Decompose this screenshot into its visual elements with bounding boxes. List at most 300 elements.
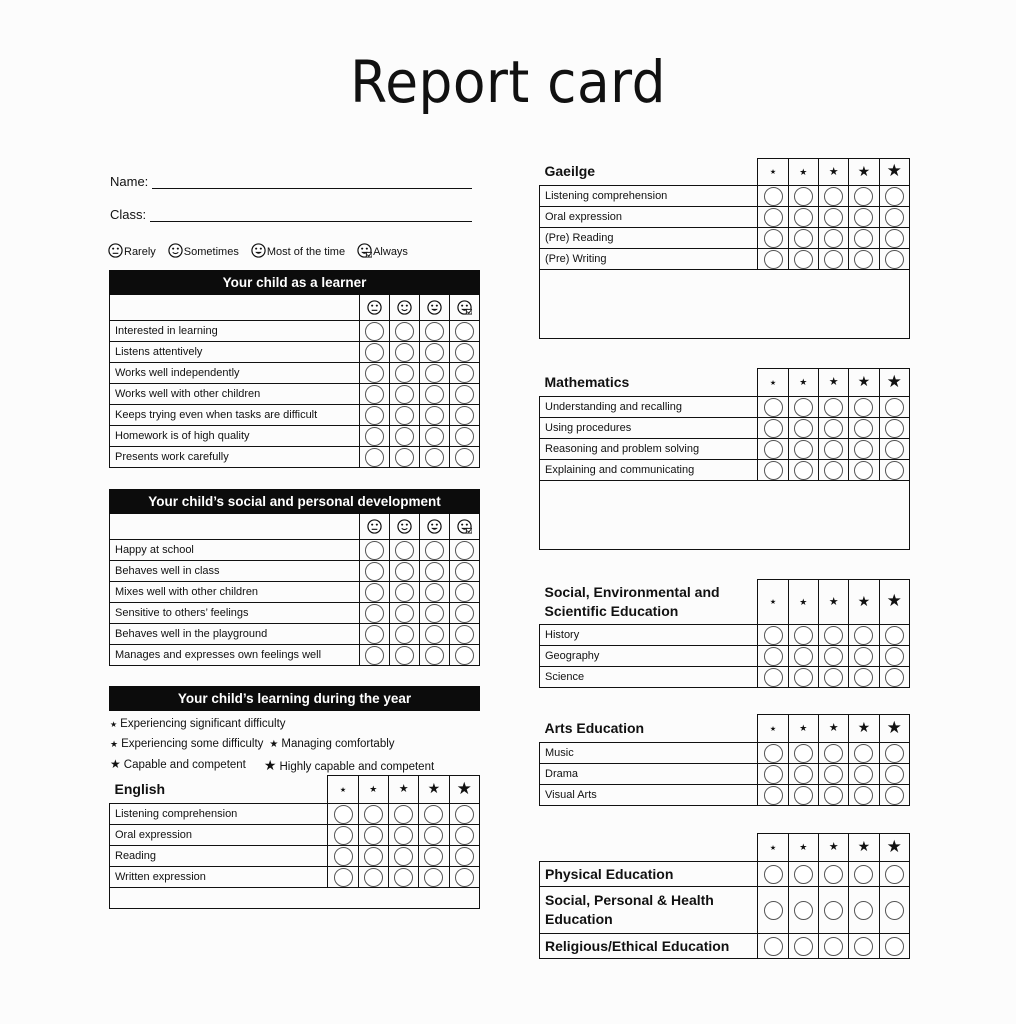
rating-circle[interactable]: [885, 626, 904, 645]
always-face-icon: [457, 519, 472, 534]
rating-circle[interactable]: [885, 208, 904, 227]
rating-circle[interactable]: [425, 562, 444, 581]
legend-label: Always: [373, 246, 408, 258]
star-2-icon: ★: [788, 834, 818, 862]
rating-circle[interactable]: [824, 208, 843, 227]
rating-circle[interactable]: [764, 865, 783, 884]
star-1-icon: ★: [758, 715, 788, 743]
rating-circle[interactable]: [764, 765, 783, 784]
rating-circle[interactable]: [365, 427, 384, 446]
always-face-icon: [457, 300, 472, 315]
rating-circle[interactable]: [824, 398, 843, 417]
table-row: [110, 624, 480, 645]
rating-circle[interactable]: [885, 744, 904, 763]
rating-circle[interactable]: [885, 901, 904, 920]
rating-circle[interactable]: [824, 187, 843, 206]
name-line[interactable]: [152, 188, 472, 189]
rating-circle[interactable]: [824, 744, 843, 763]
table-row: [540, 887, 910, 934]
class-field[interactable]: [110, 207, 472, 222]
row-label: Physical Education: [540, 862, 758, 887]
rating-circle[interactable]: [885, 937, 904, 956]
star-1-icon: ★: [758, 834, 788, 862]
rating-circle[interactable]: [794, 765, 813, 784]
table-row: [110, 342, 480, 363]
legend-label: Rarely: [124, 246, 156, 258]
rating-circle[interactable]: [885, 229, 904, 248]
rating-circle[interactable]: [794, 187, 813, 206]
rating-circle[interactable]: [395, 646, 414, 665]
star-1-icon: ★: [758, 369, 788, 397]
rating-circle[interactable]: [764, 626, 783, 645]
rating-circle[interactable]: [794, 208, 813, 227]
table-row: [540, 418, 910, 439]
star-2-icon: ★: [788, 369, 818, 397]
rating-circle[interactable]: [365, 541, 384, 560]
rating-circle[interactable]: [365, 646, 384, 665]
most-of-the-time-face-icon: [427, 519, 442, 534]
rating-circle[interactable]: [455, 646, 474, 665]
rating-circle[interactable]: [395, 448, 414, 467]
rating-circle[interactable]: [824, 419, 843, 438]
rating-circle[interactable]: [455, 385, 474, 404]
row-label: Interested in learning: [110, 321, 360, 342]
rating-circle[interactable]: [365, 562, 384, 581]
other-subjects-table: [539, 833, 910, 959]
rating-circle[interactable]: [395, 406, 414, 425]
rating-circle[interactable]: [794, 626, 813, 645]
rating-circle[interactable]: [455, 625, 474, 644]
rating-circle[interactable]: [395, 385, 414, 404]
rating-circle[interactable]: [425, 364, 444, 383]
rating-circle[interactable]: [824, 865, 843, 884]
key-label: Capable and competent: [123, 759, 246, 771]
header-sometimes: [390, 295, 420, 321]
rating-circle[interactable]: [794, 461, 813, 480]
rating-circle[interactable]: [455, 406, 474, 425]
rating-circle[interactable]: [334, 847, 353, 866]
rating-circle[interactable]: [885, 440, 904, 459]
rating-circle[interactable]: [394, 847, 413, 866]
rating-circle[interactable]: [365, 343, 384, 362]
row-label: (Pre) Reading: [540, 228, 758, 249]
rating-circle[interactable]: [824, 229, 843, 248]
row-label: Science: [540, 667, 758, 688]
star-2-icon: ★: [110, 739, 119, 749]
rating-circle[interactable]: [425, 583, 444, 602]
rating-circle[interactable]: [764, 668, 783, 687]
row-label: Listens attentively: [110, 342, 360, 363]
rating-circle[interactable]: [794, 647, 813, 666]
rating-circle[interactable]: [824, 440, 843, 459]
key-label: Experiencing significant difficulty: [120, 718, 286, 730]
rating-circle[interactable]: [794, 901, 813, 920]
legend: [108, 243, 408, 258]
rating-circle[interactable]: [854, 440, 873, 459]
rating-circle[interactable]: [854, 647, 873, 666]
header-always: [450, 514, 480, 540]
rating-circle[interactable]: [764, 461, 783, 480]
rating-circle[interactable]: [824, 765, 843, 784]
rating-circle[interactable]: [854, 765, 873, 784]
rating-circle[interactable]: [885, 865, 904, 884]
rating-circle[interactable]: [364, 847, 383, 866]
key-label: Experiencing some difficulty: [121, 738, 264, 750]
row-label: Behaves well in class: [110, 561, 360, 582]
table-row: [110, 447, 480, 468]
class-label: Class:: [110, 207, 147, 222]
rating-circle[interactable]: [885, 250, 904, 269]
key-label: Managing comfortably: [281, 738, 395, 750]
row-label: Music: [540, 743, 758, 764]
rating-circle[interactable]: [365, 583, 384, 602]
star-5-icon: ★: [879, 715, 909, 743]
table-row: [540, 764, 910, 785]
table-row: [540, 186, 910, 207]
rating-circle[interactable]: [424, 805, 443, 824]
rating-circle[interactable]: [455, 826, 474, 845]
rating-circle[interactable]: [885, 647, 904, 666]
legend-label: Most of the time: [266, 246, 346, 258]
rating-circle[interactable]: [824, 937, 843, 956]
star-5-icon: ★: [879, 834, 909, 862]
rating-circle[interactable]: [394, 805, 413, 824]
table-row: [540, 785, 910, 806]
rarely-face-icon: [108, 243, 123, 258]
row-label: Behaves well in the playground: [110, 624, 360, 645]
rarely-face-icon: [367, 519, 382, 534]
subject-title-line: Social, Environmental and: [544, 583, 720, 600]
rating-circle[interactable]: [425, 385, 444, 404]
rating-circle[interactable]: [854, 250, 873, 269]
row-label: Works well with other children: [110, 384, 360, 405]
class-line[interactable]: [150, 221, 472, 222]
table-row: [540, 743, 910, 764]
row-label: Manages and expresses own feelings well: [110, 645, 360, 666]
star-4-icon: ★: [419, 776, 449, 804]
star-4-icon: ★: [849, 834, 879, 862]
rating-circle[interactable]: [854, 229, 873, 248]
subject-title: Mathematics: [540, 369, 758, 397]
rating-circle[interactable]: [365, 604, 384, 623]
rating-circle[interactable]: [425, 646, 444, 665]
row-label: Reading: [110, 846, 328, 867]
row-label: Happy at school: [110, 540, 360, 561]
rating-circle[interactable]: [764, 647, 783, 666]
row-label: (Pre) Writing: [540, 249, 758, 270]
rating-circle[interactable]: [824, 901, 843, 920]
rating-circle[interactable]: [455, 343, 474, 362]
learning-year-header: Your child’s learning during the year: [110, 687, 480, 711]
star-4-icon: ★: [849, 159, 879, 186]
table-row: [110, 540, 480, 561]
rating-circle[interactable]: [794, 937, 813, 956]
rating-circle[interactable]: [854, 626, 873, 645]
most-of-the-time-face-icon: [251, 243, 266, 258]
rating-circle[interactable]: [364, 826, 383, 845]
star-3-icon: ★: [269, 739, 279, 750]
table-row: [540, 207, 910, 228]
rating-circle[interactable]: [395, 427, 414, 446]
star-1-icon: ★: [110, 720, 118, 729]
key-label: Highly capable and competent: [279, 761, 435, 773]
rating-circle[interactable]: [455, 604, 474, 623]
table-row: [540, 646, 910, 667]
key-item: [110, 757, 246, 774]
rating-circle[interactable]: [395, 583, 414, 602]
table-row: [110, 363, 480, 384]
rating-circle[interactable]: [824, 626, 843, 645]
name-field[interactable]: [110, 174, 472, 189]
rating-circle[interactable]: [794, 250, 813, 269]
row-label: Sensitive to others’ feelings: [110, 603, 360, 624]
learner-table: [109, 270, 480, 468]
rating-circle[interactable]: [365, 448, 384, 467]
rating-circle[interactable]: [854, 865, 873, 884]
rating-circle[interactable]: [854, 419, 873, 438]
learner-header: Your child as a learner: [110, 271, 480, 295]
star-4-icon: ★: [849, 580, 879, 625]
rating-circle[interactable]: [764, 187, 783, 206]
rating-circle[interactable]: [794, 440, 813, 459]
rating-circle[interactable]: [885, 398, 904, 417]
legend-rarely: [108, 243, 156, 258]
rating-circle[interactable]: [455, 847, 474, 866]
star-2-icon: ★: [788, 715, 818, 743]
star-3-icon: ★: [818, 715, 848, 743]
rating-circle[interactable]: [425, 406, 444, 425]
star-5-icon: ★: [879, 369, 909, 397]
legend-most: [251, 243, 345, 258]
rarely-face-icon: [367, 300, 382, 315]
row-label: Drama: [540, 764, 758, 785]
star-3-icon: ★: [818, 580, 848, 625]
rating-circle[interactable]: [854, 744, 873, 763]
rating-circle[interactable]: [854, 208, 873, 227]
arts-table: [539, 714, 910, 806]
learning-year-header-table: [109, 686, 480, 711]
table-row: [540, 667, 910, 688]
rating-circle[interactable]: [394, 868, 413, 887]
rating-circle[interactable]: [764, 208, 783, 227]
comment-box[interactable]: [540, 481, 910, 550]
legend-always: [357, 243, 408, 258]
rating-circle[interactable]: [824, 461, 843, 480]
star-2-icon: ★: [788, 580, 818, 625]
rating-circle[interactable]: [424, 847, 443, 866]
row-label: Understanding and recalling: [540, 397, 758, 418]
sometimes-face-icon: [397, 300, 412, 315]
comment-box[interactable]: [110, 888, 480, 909]
rating-circle[interactable]: [395, 541, 414, 560]
legend-sometimes: [168, 243, 239, 258]
rating-circle[interactable]: [424, 868, 443, 887]
header-most: [420, 514, 450, 540]
row-label: Presents work carefully: [110, 447, 360, 468]
row-label: Keeps trying even when tasks are difficult: [110, 405, 360, 426]
rating-circle[interactable]: [854, 461, 873, 480]
subject-title: English: [110, 776, 328, 804]
rating-circle[interactable]: [885, 187, 904, 206]
rating-circle[interactable]: [794, 398, 813, 417]
rating-circle[interactable]: [395, 604, 414, 623]
rating-circle[interactable]: [455, 562, 474, 581]
rating-circle[interactable]: [425, 604, 444, 623]
rating-circle[interactable]: [794, 865, 813, 884]
star-4-icon: ★: [849, 715, 879, 743]
rating-circle[interactable]: [854, 187, 873, 206]
rating-circle[interactable]: [885, 461, 904, 480]
star-4-icon: ★: [849, 369, 879, 397]
rating-circle[interactable]: [424, 826, 443, 845]
social-table: [109, 489, 480, 666]
table-row: [540, 439, 910, 460]
star-3-icon: ★: [818, 834, 848, 862]
header-rarely: [360, 514, 390, 540]
table-row: [540, 862, 910, 887]
table-row: [110, 561, 480, 582]
rating-circle[interactable]: [455, 322, 474, 341]
rating-circle[interactable]: [364, 805, 383, 824]
rating-circle[interactable]: [334, 826, 353, 845]
rating-circle[interactable]: [334, 868, 353, 887]
rating-circle[interactable]: [764, 744, 783, 763]
rating-circle[interactable]: [455, 448, 474, 467]
key-row-1: [110, 718, 286, 730]
rating-circle[interactable]: [425, 427, 444, 446]
row-label: Explaining and communicating: [540, 460, 758, 481]
rating-circle[interactable]: [364, 868, 383, 887]
rating-circle[interactable]: [455, 541, 474, 560]
table-row: [540, 625, 910, 646]
rating-circle[interactable]: [365, 625, 384, 644]
rating-circle[interactable]: [794, 419, 813, 438]
star-2-icon: ★: [788, 159, 818, 186]
rating-circle[interactable]: [885, 786, 904, 805]
star-5-icon: ★: [263, 757, 277, 773]
rating-circle[interactable]: [395, 562, 414, 581]
rating-circle[interactable]: [885, 419, 904, 438]
rating-circle[interactable]: [394, 826, 413, 845]
rating-circle[interactable]: [764, 786, 783, 805]
rating-circle[interactable]: [425, 625, 444, 644]
subject-title: Gaeilge: [540, 159, 758, 186]
rating-circle[interactable]: [455, 805, 474, 824]
star-4-icon: ★: [110, 757, 121, 771]
table-row: [110, 825, 480, 846]
rating-circle[interactable]: [334, 805, 353, 824]
rating-circle[interactable]: [425, 448, 444, 467]
blank-cell: [110, 514, 360, 540]
rating-circle[interactable]: [824, 250, 843, 269]
sese-table: [539, 579, 910, 688]
page-title: Report card: [350, 48, 666, 116]
comment-box[interactable]: [540, 270, 910, 339]
rating-circle[interactable]: [885, 668, 904, 687]
rating-circle[interactable]: [854, 786, 873, 805]
rating-circle[interactable]: [764, 419, 783, 438]
table-row: [540, 460, 910, 481]
star-1-icon: ★: [328, 776, 358, 804]
table-row: [110, 804, 480, 825]
rating-circle[interactable]: [425, 322, 444, 341]
rating-circle[interactable]: [365, 364, 384, 383]
english-table: [109, 775, 480, 909]
key-item: [269, 738, 394, 750]
table-row: [110, 426, 480, 447]
rating-circle[interactable]: [455, 427, 474, 446]
rating-circle[interactable]: [455, 583, 474, 602]
rating-circle[interactable]: [764, 250, 783, 269]
rating-circle[interactable]: [395, 343, 414, 362]
table-row: [110, 645, 480, 666]
row-label: History: [540, 625, 758, 646]
row-label: Reasoning and problem solving: [540, 439, 758, 460]
rating-circle[interactable]: [824, 647, 843, 666]
rating-circle[interactable]: [885, 765, 904, 784]
key-row-3: [110, 757, 434, 774]
rating-circle[interactable]: [794, 786, 813, 805]
rating-circle[interactable]: [425, 343, 444, 362]
star-5-icon: ★: [879, 159, 909, 186]
rating-circle[interactable]: [455, 868, 474, 887]
table-row: [110, 405, 480, 426]
key-item: [264, 757, 434, 774]
rating-circle[interactable]: [794, 744, 813, 763]
rating-circle[interactable]: [854, 398, 873, 417]
rating-circle[interactable]: [764, 440, 783, 459]
row-label: Social, Personal & Health Education: [540, 887, 758, 934]
rating-circle[interactable]: [365, 322, 384, 341]
blank-cell: [540, 834, 758, 862]
sometimes-face-icon: [397, 519, 412, 534]
rating-circle[interactable]: [854, 668, 873, 687]
subject-title: Arts Education: [540, 715, 758, 743]
key-item: [110, 718, 286, 730]
rating-circle[interactable]: [395, 364, 414, 383]
row-label: Homework is of high quality: [110, 426, 360, 447]
rating-circle[interactable]: [395, 625, 414, 644]
star-3-icon: ★: [818, 369, 848, 397]
rating-circle[interactable]: [764, 901, 783, 920]
rating-circle[interactable]: [764, 229, 783, 248]
rating-circle[interactable]: [824, 668, 843, 687]
always-face-icon: [357, 243, 372, 258]
rating-circle[interactable]: [365, 406, 384, 425]
rating-circle[interactable]: [365, 385, 384, 404]
row-label: Oral expression: [110, 825, 328, 846]
rating-circle[interactable]: [764, 398, 783, 417]
gaeilge-table: [539, 158, 910, 339]
rating-circle[interactable]: [854, 901, 873, 920]
rating-circle[interactable]: [764, 937, 783, 956]
rating-circle[interactable]: [794, 668, 813, 687]
subject-title-line: Scientific Education: [544, 602, 679, 619]
star-1-icon: ★: [758, 580, 788, 625]
blank-cell: [110, 295, 360, 321]
key-row-2: [110, 738, 395, 750]
star-5-icon: ★: [449, 776, 479, 804]
rating-circle[interactable]: [854, 937, 873, 956]
row-label: Geography: [540, 646, 758, 667]
rating-circle[interactable]: [395, 322, 414, 341]
star-3-icon: ★: [818, 159, 848, 186]
rating-circle[interactable]: [794, 229, 813, 248]
rating-circle[interactable]: [455, 364, 474, 383]
rating-circle[interactable]: [425, 541, 444, 560]
rating-circle[interactable]: [824, 786, 843, 805]
row-label: Listening comprehension: [110, 804, 328, 825]
